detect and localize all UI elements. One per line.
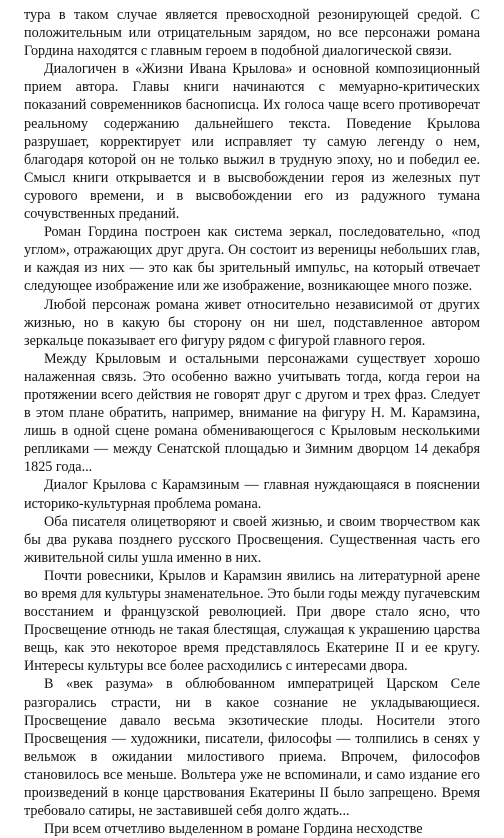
paragraph-1: тура в таком случае является превосходной резонирующей средой. С положительным или отрицательным зарядом, но все персонажи романа Гордина находятся с главным героем в подобной диалогической связи. — [24, 7, 480, 60]
paragraph-6: Диалог Крылова с Карамзиным — главная нуждающаяся в пояснении историко-культурная проблема романа. — [24, 477, 480, 512]
paragraph-2: Диалогичен в «Жизни Ивана Крылова» и основной композиционный прием автора. Главы книги начинаются с мемуарно-критических показаний современников баснописца. Их голоса чаще всего противоречат реальному содержанию дальнейшего текста. Поведение Крылова разрушает, корректирует или исправляет ту самую легенду о нем, благодаря которой он не только выжил в трудную эпоху, но и победил ее. Смысл книги открывается и в высвобождении героя из железных пут сурового времени, и в высвобождении его из радужного тумана сочувственных преданий. — [24, 61, 480, 223]
paragraph-9: В «век разума» в облюбованном императрицей Царском Селе разгорались страсти, ни в какое сознание не укладывающиеся. Просвещение давало весьма экзотические плоды. Носители этого Просвещения — художники, писатели, философы — толпились в сенях у вельмож в ожидании милостивого приема. Впрочем, философов становилось все меньше. Вольтера уже не вспоминали, и само издание его произведений в конце царствования Екатерины II было запрещено. Время требовало сатиры, не заставившей себя долго ждать... — [24, 676, 480, 820]
paragraph-10: При всем отчетливо выделенном в романе Гордина несходстве — [44, 821, 423, 838]
paragraph-4: Любой персонаж романа живет относительно независимой от других жизнью, но в какую бы сторону он ни шел, подставленное автором зеркальце показывает его фигуру рядом с фигурой главного героя. — [24, 296, 480, 349]
paragraph-7: Оба писателя олицетворяют и своей жизнью, и своим творчеством как бы два рукава позднего русского Просвещения. Существенная часть его живительной силы ушла именно в них. — [24, 513, 480, 566]
paragraph-3: Роман Гордина построен как система зеркал, последовательно, «под углом», отражающих друг друга. Он состоит из вереницы небольших глав, и каждая из них — это как бы зрительный импульс, на который отвечает следующее изображение или же изображение, возникающее много позже. — [24, 224, 480, 295]
paragraph-8: Почти ровесники, Крылов и Карамзин явились на литературной арене во время для культуры знаменательное. Это были годы между пугачевским восстанием и французской революцией. При дворе стало ясно, что Просвещение отнюдь не такая блестящая, служащая к украшению царства вещь, как это некоторое время представлялось Екатерине II и ее кругу. Интересы культуры все более расходились с интересами двора. — [24, 567, 480, 675]
paragraph-5: Между Крыловым и остальными персонажами существует хорошо налаженная связь. Это особенно важно учитывать тогда, когда герои на протяжении всего действия не говорят друг с другом и трех фраз. Следует в этом плане обратить, например, внимание на фигуру Н. М. Карамзина, лишь в одной сцене романа обменивающегося с Крыловым несколькими репликами — между Сенатской площадью и Зимним дворцом 14 декабря 1825 года... — [24, 350, 480, 476]
